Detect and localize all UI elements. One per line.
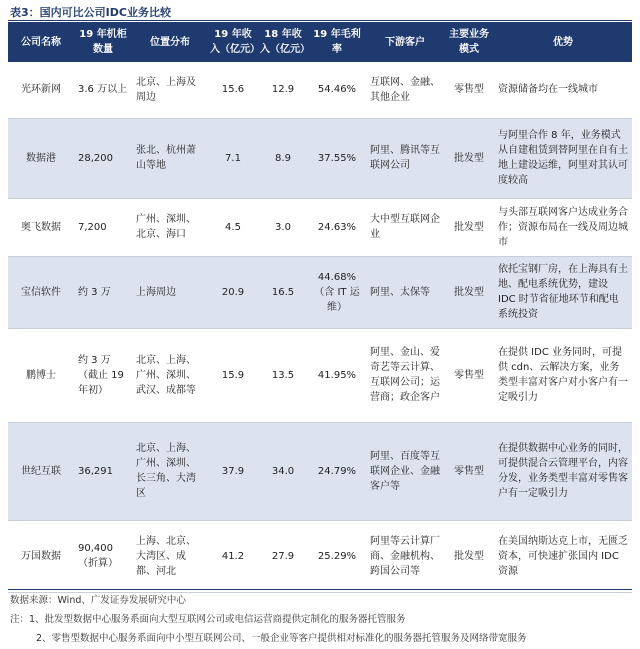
cell-margin: 24.63% [308,198,366,256]
cell-model: 零售型 [444,422,494,520]
table-row [8,118,632,198]
cell-customers: 阿里、腾讯等互联网公司 [366,118,444,198]
column-header: 优势 [494,22,632,62]
cell-name: 奥飞数据 [8,198,74,256]
cell-advantage: 资源储备均在一线城市 [494,62,632,118]
table-row [8,328,632,422]
cell-cabinets: 90,400（折算） [74,520,132,592]
table-row [8,198,632,256]
table-title: 表3：国内可比公司IDC业务比较 [10,6,171,19]
cell-margin: 41.95% [308,328,366,422]
cell-cabinets: 3.6 万以上 [74,62,132,118]
cell-cabinets: 28,200 [74,118,132,198]
cell-name: 数据港 [8,118,74,198]
cell-location: 上海、北京、大湾区、成都、河北 [132,520,208,592]
cell-location: 北京、上海、广州、深圳、长三角、大湾区 [132,422,208,520]
cell-model: 批发型 [444,118,494,198]
cell-rev19: 37.9 [208,422,258,520]
header-row [8,22,632,62]
cell-rev19: 4.5 [208,198,258,256]
cell-customers: 阿里等云计算厂商、金融机构、跨国公司等 [366,520,444,592]
column-header: 公司名称 [8,22,74,62]
cell-cabinets: 36,291 [74,422,132,520]
cell-margin: 54.46% [308,62,366,118]
cell-customers: 阿里、金山、爱奇艺等云计算、互联网公司；运营商；政企客户 [366,328,444,422]
column-header: 18 年收入（亿元） [258,22,308,62]
table-row [8,422,632,520]
cell-rev18: 16.5 [258,256,308,328]
cell-customers: 阿里、百度等互联网企业、金融客户等 [366,422,444,520]
cell-cabinets: 7,200 [74,198,132,256]
table-row [8,256,632,328]
cell-name: 鹏博士 [8,328,74,422]
cell-rev18: 3.0 [258,198,308,256]
cell-rev19: 7.1 [208,118,258,198]
cell-margin: 24.79% [308,422,366,520]
cell-rev18: 12.9 [258,62,308,118]
footnote-1: 注：1、批发型数据中心服务系面向大型互联网公司或电信运营商提供定制化的服务器托管服务 [10,614,406,625]
source-note: 数据来源：Wind、广发证券发展研究中心 [10,595,186,606]
cell-location: 广州、深圳、北京、海口 [132,198,208,256]
cell-rev18: 8.9 [258,118,308,198]
cell-margin: 25.29% [308,520,366,592]
cell-name: 万国数据 [8,520,74,592]
table-row [8,520,632,592]
cell-model: 零售型 [444,62,494,118]
cell-rev19: 15.9 [208,328,258,422]
cell-location: 北京、上海、广州、深圳、武汉、成都等 [132,328,208,422]
column-header: 下游客户 [366,22,444,62]
cell-model: 零售型 [444,328,494,422]
title-rule [8,20,632,21]
cell-model: 批发型 [444,256,494,328]
cell-margin: 44.68%（含 IT 运维） [308,256,366,328]
cell-location: 北京、上海及周边 [132,62,208,118]
cell-rev18: 34.0 [258,422,308,520]
cell-name: 光环新网 [8,62,74,118]
cell-advantage: 依托宝钢厂房，在上海具有土地、配电系统优势，建设 IDC 时节省征地环节和配电系统投资 [494,256,632,328]
cell-cabinets: 约 3 万 [74,256,132,328]
footnote-2: 2、零售型数据中心服务系面向中小型互联网公司、一般企业等客户提供相对标准化的服务器托管服务及网络带宽服务 [36,633,527,644]
cell-customers: 互联网、金融、其他企业 [366,62,444,118]
column-header: 位置分布 [132,22,208,62]
column-header: 19 年收入（亿元） [208,22,258,62]
cell-advantage: 在提供数据中心业务的同时，可提供混合云管理平台，内容分发，业务类型丰富对零售客户有一定吸引力 [494,422,632,520]
cell-model: 批发型 [444,198,494,256]
table-row [8,62,632,118]
cell-advantage: 在提供 IDC 业务同时，可提供 cdn、云解决方案，业务类型丰富对客户对小客户有一定吸引力 [494,328,632,422]
cell-cabinets: 约 3 万（截止 19 年初） [74,328,132,422]
cell-rev19: 15.6 [208,62,258,118]
cell-location: 上海周边 [132,256,208,328]
cell-name: 世纪互联 [8,422,74,520]
cell-rev18: 13.5 [258,328,308,422]
table-body [8,62,632,592]
cell-advantage: 在美国纳斯达克上市，无匮乏资本，可快速扩张国内 IDC 资源 [494,520,632,592]
cell-margin: 37.55% [308,118,366,198]
cell-advantage: 与头部互联网客户达成业务合作；资源布局在一线及周边城市 [494,198,632,256]
cell-name: 宝信软件 [8,256,74,328]
cell-location: 张北、杭州萧山等地 [132,118,208,198]
table-header [8,22,632,62]
cell-rev19: 41.2 [208,520,258,592]
column-header: 19 年机柜数量 [74,22,132,62]
column-header: 主要业务模式 [444,22,494,62]
idc-comparison-table [8,22,632,593]
cell-customers: 大中型互联网企业 [366,198,444,256]
cell-rev18: 27.9 [258,520,308,592]
source-rule [8,589,632,590]
cell-advantage: 与阿里合作 8 年，业务模式从自建租赁到替阿里在自有土地上建设运维，阿里对其认可度较高 [494,118,632,198]
cell-model: 批发型 [444,520,494,592]
cell-rev19: 20.9 [208,256,258,328]
cell-customers: 阿里、太保等 [366,256,444,328]
column-header: 19 年毛利率 [308,22,366,62]
